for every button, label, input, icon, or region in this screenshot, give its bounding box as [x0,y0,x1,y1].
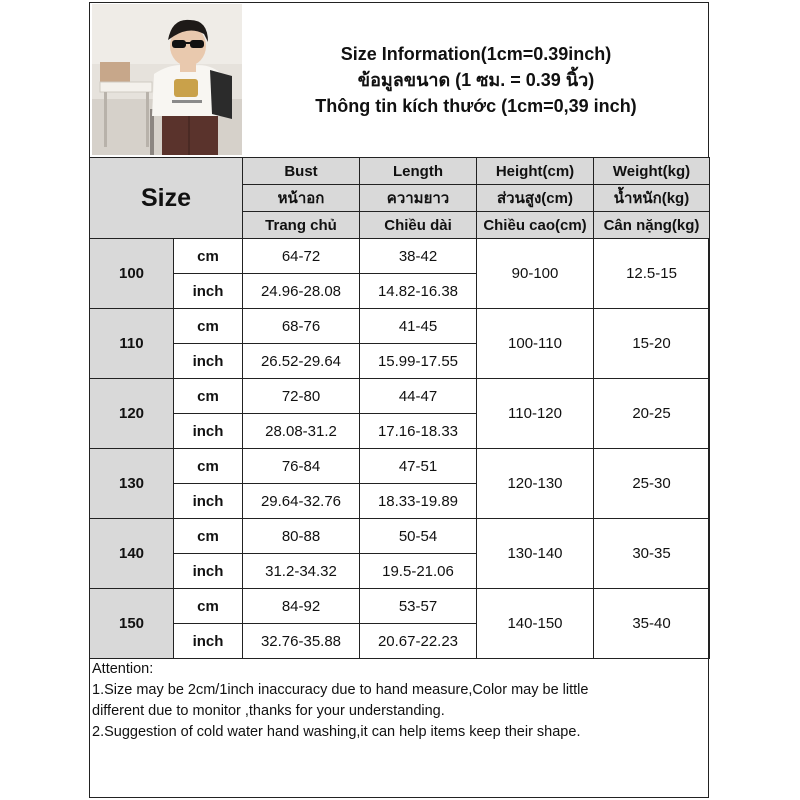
length-header-th: ความยาว [360,185,477,212]
attention-line-1: 1.Size may be 2cm/1inch inaccuracy due to hand measure,Color may be little [92,682,589,698]
bust-inch-cell: 24.96-28.08 [243,274,360,309]
attention-notes [92,659,692,743]
unit-cm: cm [174,449,243,484]
product-photo [92,4,242,155]
height-cell: 140-150 [477,589,594,659]
unit-inch: inch [174,484,243,519]
size-table [89,157,710,659]
length-header-en: Length [360,158,477,185]
unit-cm: cm [174,519,243,554]
bust-inch-cell: 29.64-32.76 [243,484,360,519]
size-cell: 130 [90,449,174,519]
child-model-image [92,4,242,155]
unit-cm: cm [174,379,243,414]
height-header-th: ส่วนสูง(cm) [477,185,594,212]
length-cm-cell: 44-47 [360,379,477,414]
length-inch-cell: 17.16-18.33 [360,414,477,449]
size-header: Size [90,158,243,239]
weight-header-vi: Cân nặng(kg) [594,212,710,239]
title-thai: ข้อมูลขนาด (1 ซม. = 0.39 นิ้ว) [357,70,595,90]
height-header-en: Height(cm) [477,158,594,185]
weight-cell: 15-20 [594,309,710,379]
length-inch-cell: 20.67-22.23 [360,624,477,659]
bust-cm-cell: 72-80 [243,379,360,414]
bust-inch-cell: 26.52-29.64 [243,344,360,379]
unit-cm: cm [174,309,243,344]
weight-cell: 30-35 [594,519,710,589]
length-inch-cell: 18.33-19.89 [360,484,477,519]
weight-cell: 12.5-15 [594,239,710,309]
unit-inch: inch [174,344,243,379]
height-cell: 120-130 [477,449,594,519]
height-cell: 100-110 [477,309,594,379]
length-cm-cell: 53-57 [360,589,477,624]
bust-header-th: หน้าอก [243,185,360,212]
bust-cm-cell: 76-84 [243,449,360,484]
length-inch-cell: 15.99-17.55 [360,344,477,379]
length-inch-cell: 14.82-16.38 [360,274,477,309]
unit-inch: inch [174,624,243,659]
weight-cell: 20-25 [594,379,710,449]
height-cell: 130-140 [477,519,594,589]
size-cell: 100 [90,239,174,309]
unit-cm: cm [174,589,243,624]
bust-cm-cell: 80-88 [243,519,360,554]
height-cell: 90-100 [477,239,594,309]
weight-cell: 25-30 [594,449,710,519]
unit-inch: inch [174,274,243,309]
weight-header-en: Weight(kg) [594,158,710,185]
bust-header-vi: Trang chủ [243,212,360,239]
bust-inch-cell: 32.76-35.88 [243,624,360,659]
bust-header-en: Bust [243,158,360,185]
bust-cm-cell: 68-76 [243,309,360,344]
size-cell: 120 [90,379,174,449]
chart-header [90,3,708,158]
size-cell: 110 [90,309,174,379]
size-cell: 140 [90,519,174,589]
bust-cm-cell: 64-72 [243,239,360,274]
length-header-vi: Chiều dài [360,212,477,239]
size-chart [89,2,709,798]
weight-header-th: น้ำหนัก(kg) [594,185,710,212]
size-information-title [244,3,708,157]
size-cell: 150 [90,589,174,659]
length-cm-cell: 50-54 [360,519,477,554]
title-english: Size Information(1cm=0.39inch) [340,44,612,64]
unit-inch: inch [174,554,243,589]
height-header-vi: Chiều cao(cm) [477,212,594,239]
unit-cm: cm [174,239,243,274]
weight-cell: 35-40 [594,589,710,659]
length-cm-cell: 38-42 [360,239,477,274]
attention-line-3: 2.Suggestion of cold water hand washing,it can help items keep their shape. [92,724,581,740]
bust-inch-cell: 31.2-34.32 [243,554,360,589]
length-cm-cell: 41-45 [360,309,477,344]
bust-inch-cell: 28.08-31.2 [243,414,360,449]
length-inch-cell: 19.5-21.06 [360,554,477,589]
attention-title: Attention: [92,661,154,677]
unit-inch: inch [174,414,243,449]
height-cell: 110-120 [477,379,594,449]
length-cm-cell: 47-51 [360,449,477,484]
attention-line-2: different due to monitor ,thanks for your understanding. [92,703,445,719]
bust-cm-cell: 84-92 [243,589,360,624]
title-vietnamese: Thông tin kích thước (1cm=0,39 inch) [315,96,637,116]
